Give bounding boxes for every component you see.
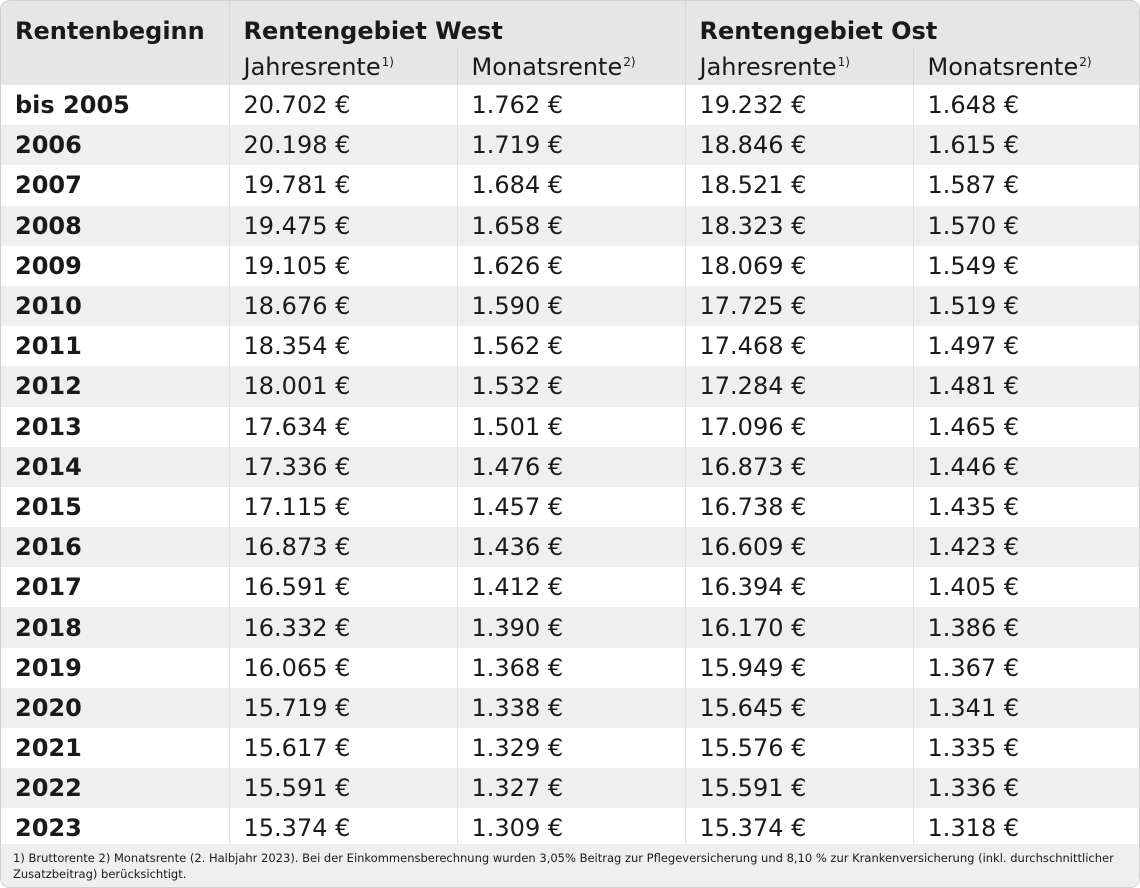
table-row [1,125,1139,165]
cell-west-monatsrente: 1.626 € [457,246,685,286]
cell-rentenbeginn: 2008 [1,206,229,246]
cell-rentenbeginn: 2019 [1,648,229,688]
table-row [1,567,1139,607]
cell-ost-monatsrente: 1.465 € [913,407,1139,447]
footnote-marker-1: 1) [837,55,850,69]
cell-west-jahresrente: 15.591 € [229,768,457,808]
cell-west-jahresrente: 18.354 € [229,326,457,366]
cell-west-jahresrente: 15.719 € [229,688,457,728]
footnote-marker-2: 2) [623,55,636,69]
cell-ost-jahresrente: 16.609 € [685,527,913,567]
cell-ost-jahresrente: 18.323 € [685,206,913,246]
table-row [1,246,1139,286]
table-row [1,326,1139,366]
cell-rentenbeginn: 2018 [1,607,229,647]
cell-west-monatsrente: 1.436 € [457,527,685,567]
cell-west-monatsrente: 1.762 € [457,85,685,125]
header-rentenbeginn: Rentenbeginn [1,1,229,49]
cell-rentenbeginn: 2021 [1,728,229,768]
cell-west-jahresrente: 20.702 € [229,85,457,125]
header-row-subcolumns [1,49,1139,85]
cell-ost-monatsrente: 1.336 € [913,768,1139,808]
cell-ost-jahresrente: 16.170 € [685,607,913,647]
table-row [1,487,1139,527]
cell-rentenbeginn: 2006 [1,125,229,165]
cell-west-monatsrente: 1.329 € [457,728,685,768]
cell-west-monatsrente: 1.719 € [457,125,685,165]
cell-west-jahresrente: 17.115 € [229,487,457,527]
cell-ost-jahresrente: 15.576 € [685,728,913,768]
cell-ost-jahresrente: 16.738 € [685,487,913,527]
header-row-groups [1,1,1139,49]
cell-west-monatsrente: 1.532 € [457,366,685,406]
cell-west-jahresrente: 16.873 € [229,527,457,567]
table-row [1,85,1139,125]
cell-ost-monatsrente: 1.648 € [913,85,1139,125]
cell-rentenbeginn: 2020 [1,688,229,728]
table-row [1,648,1139,688]
cell-west-monatsrente: 1.684 € [457,165,685,205]
cell-ost-monatsrente: 1.446 € [913,447,1139,487]
cell-ost-jahresrente: 15.374 € [685,808,913,848]
cell-west-jahresrente: 20.198 € [229,125,457,165]
table-row [1,366,1139,406]
header-west-jahresrente [229,49,457,85]
cell-ost-jahresrente: 17.468 € [685,326,913,366]
cell-ost-monatsrente: 1.435 € [913,487,1139,527]
cell-west-monatsrente: 1.562 € [457,326,685,366]
cell-west-jahresrente: 17.336 € [229,447,457,487]
header-ost-monatsrente [913,49,1139,85]
table-row [1,286,1139,326]
cell-west-monatsrente: 1.390 € [457,607,685,647]
header-group-west: Rentengebiet West [229,1,685,49]
cell-ost-jahresrente: 15.591 € [685,768,913,808]
header-west-monatsrente-label: Monatsrente [471,53,623,81]
cell-west-monatsrente: 1.338 € [457,688,685,728]
cell-ost-monatsrente: 1.570 € [913,206,1139,246]
cell-west-monatsrente: 1.476 € [457,447,685,487]
cell-rentenbeginn: 2012 [1,366,229,406]
cell-ost-jahresrente: 16.873 € [685,447,913,487]
cell-ost-monatsrente: 1.367 € [913,648,1139,688]
header-ost-monatsrente-label: Monatsrente [927,53,1079,81]
cell-ost-monatsrente: 1.519 € [913,286,1139,326]
table-row [1,728,1139,768]
table-row [1,206,1139,246]
pension-table [1,1,1139,849]
cell-ost-monatsrente: 1.341 € [913,688,1139,728]
cell-rentenbeginn: 2010 [1,286,229,326]
table-row [1,688,1139,728]
cell-ost-jahresrente: 18.846 € [685,125,913,165]
cell-rentenbeginn: 2013 [1,407,229,447]
cell-rentenbeginn: 2014 [1,447,229,487]
table-row [1,808,1139,848]
cell-ost-jahresrente: 18.069 € [685,246,913,286]
footnote-marker-2: 2) [1079,55,1092,69]
cell-rentenbeginn: 2022 [1,768,229,808]
cell-west-jahresrente: 18.001 € [229,366,457,406]
cell-west-monatsrente: 1.658 € [457,206,685,246]
table-body [1,85,1139,849]
cell-west-jahresrente: 19.475 € [229,206,457,246]
cell-west-jahresrente: 16.065 € [229,648,457,688]
cell-rentenbeginn: 2009 [1,246,229,286]
cell-west-jahresrente: 15.374 € [229,808,457,848]
cell-west-monatsrente: 1.368 € [457,648,685,688]
header-ost-jahresrente-label: Jahresrente [699,53,837,81]
cell-rentenbeginn: 2023 [1,808,229,848]
header-west-jahresrente-label: Jahresrente [243,53,381,81]
header-empty-cell [1,49,229,85]
cell-ost-jahresrente: 16.394 € [685,567,913,607]
cell-ost-monatsrente: 1.318 € [913,808,1139,848]
cell-ost-jahresrente: 19.232 € [685,85,913,125]
cell-west-jahresrente: 15.617 € [229,728,457,768]
table-row [1,527,1139,567]
cell-ost-monatsrente: 1.423 € [913,527,1139,567]
table-header [1,1,1139,85]
cell-west-monatsrente: 1.501 € [457,407,685,447]
table-row [1,407,1139,447]
cell-ost-monatsrente: 1.386 € [913,607,1139,647]
cell-ost-jahresrente: 15.949 € [685,648,913,688]
cell-ost-monatsrente: 1.405 € [913,567,1139,607]
cell-ost-jahresrente: 15.645 € [685,688,913,728]
header-west-monatsrente [457,49,685,85]
cell-ost-monatsrente: 1.497 € [913,326,1139,366]
footnote: 1) Bruttorente 2) Monatsrente (2. Halbjahr 2023). Bei der Einkommensberechnung wurden 3,05% Beitrag zur Pflegeversicherung und 8,10 % zur Krankenversicherung (inkl. durchschnittlicher Zusatzbeitrag) berücksichtigt. [1,844,1139,887]
table-row [1,607,1139,647]
cell-rentenbeginn: 2007 [1,165,229,205]
table-row [1,165,1139,205]
cell-ost-jahresrente: 17.725 € [685,286,913,326]
cell-ost-monatsrente: 1.335 € [913,728,1139,768]
table-row [1,447,1139,487]
header-ost-jahresrente [685,49,913,85]
cell-ost-monatsrente: 1.615 € [913,125,1139,165]
cell-west-jahresrente: 16.332 € [229,607,457,647]
cell-west-jahresrente: 17.634 € [229,407,457,447]
cell-rentenbeginn: 2015 [1,487,229,527]
cell-ost-jahresrente: 17.096 € [685,407,913,447]
header-group-ost: Rentengebiet Ost [685,1,1139,49]
cell-west-monatsrente: 1.327 € [457,768,685,808]
cell-west-monatsrente: 1.412 € [457,567,685,607]
cell-rentenbeginn: bis 2005 [1,85,229,125]
cell-west-jahresrente: 18.676 € [229,286,457,326]
cell-west-monatsrente: 1.309 € [457,808,685,848]
cell-rentenbeginn: 2016 [1,527,229,567]
cell-ost-monatsrente: 1.587 € [913,165,1139,205]
cell-west-monatsrente: 1.457 € [457,487,685,527]
cell-ost-monatsrente: 1.481 € [913,366,1139,406]
cell-rentenbeginn: 2017 [1,567,229,607]
footnote-marker-1: 1) [381,55,394,69]
cell-rentenbeginn: 2011 [1,326,229,366]
cell-west-jahresrente: 19.105 € [229,246,457,286]
cell-ost-monatsrente: 1.549 € [913,246,1139,286]
cell-west-jahresrente: 16.591 € [229,567,457,607]
cell-west-monatsrente: 1.590 € [457,286,685,326]
table-row [1,768,1139,808]
cell-ost-jahresrente: 18.521 € [685,165,913,205]
cell-west-jahresrente: 19.781 € [229,165,457,205]
cell-ost-jahresrente: 17.284 € [685,366,913,406]
